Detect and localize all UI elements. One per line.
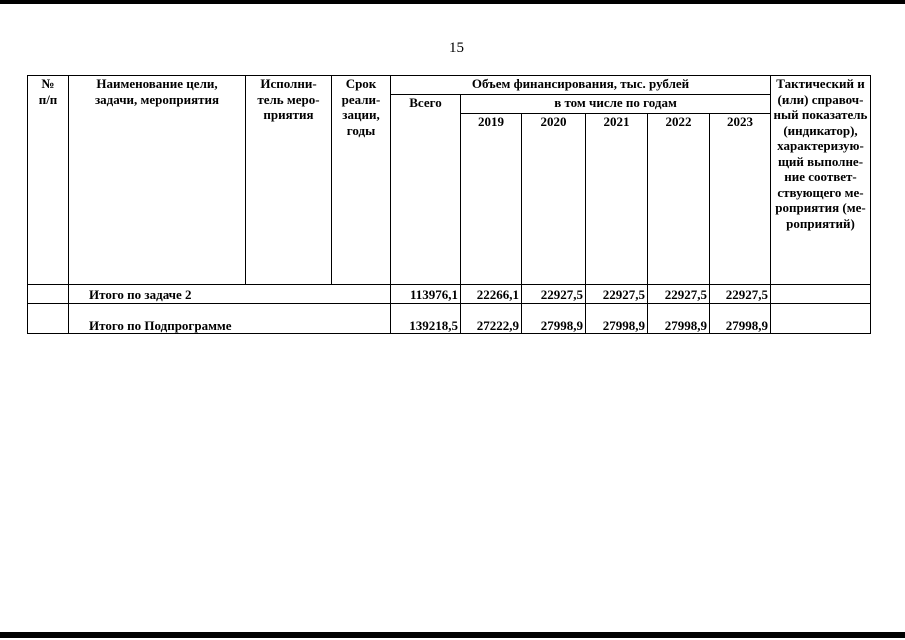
row-year-value: 27998,9	[522, 303, 586, 334]
row-year-value: 22266,1	[461, 285, 522, 304]
page-number: 15	[449, 40, 464, 56]
header-year-2023: 2023	[710, 114, 771, 285]
header-term: Срок реали- зации, годы	[332, 76, 391, 285]
row-year-value: 22927,5	[710, 285, 771, 304]
header-name: Наименование цели, задачи, мероприятия	[69, 76, 246, 285]
header-year-2019: 2019	[461, 114, 522, 285]
row-year-value: 27222,9	[461, 303, 522, 334]
row-year-value: 27998,9	[586, 303, 648, 334]
table-row	[28, 285, 871, 304]
row-label: Итого по задаче 2	[69, 285, 391, 304]
header-year-2021: 2021	[586, 114, 648, 285]
row-total: 139218,5	[391, 303, 461, 334]
row-year-value: 22927,5	[522, 285, 586, 304]
table-row	[28, 303, 871, 334]
row-year-value: 27998,9	[710, 303, 771, 334]
financing-table	[27, 75, 871, 334]
row-year-value: 22927,5	[586, 285, 648, 304]
header-year-2022: 2022	[648, 114, 710, 285]
header-funding: Объем финансирования, тыс. рублей	[391, 76, 771, 95]
header-number: № п/п	[28, 76, 69, 285]
bottom-rule	[0, 632, 905, 638]
top-rule	[0, 0, 905, 4]
header-year-2020: 2020	[522, 114, 586, 285]
header-tactic-indicator: Тактический и (или) справоч- ный показатель (индикатор), характеризую- щий выполне- ние соответ- ствующего ме- роприятия (ме- роприятий)	[771, 76, 871, 285]
header-total: Всего	[391, 95, 461, 285]
row-year-value: 27998,9	[648, 303, 710, 334]
header-executor: Исполни- тель меро- приятия	[246, 76, 332, 285]
row-total: 113976,1	[391, 285, 461, 304]
row-year-value: 22927,5	[648, 285, 710, 304]
header-by-years: в том числе по годам	[461, 95, 771, 114]
row-label: Итого по Подпрограмме	[69, 303, 391, 334]
